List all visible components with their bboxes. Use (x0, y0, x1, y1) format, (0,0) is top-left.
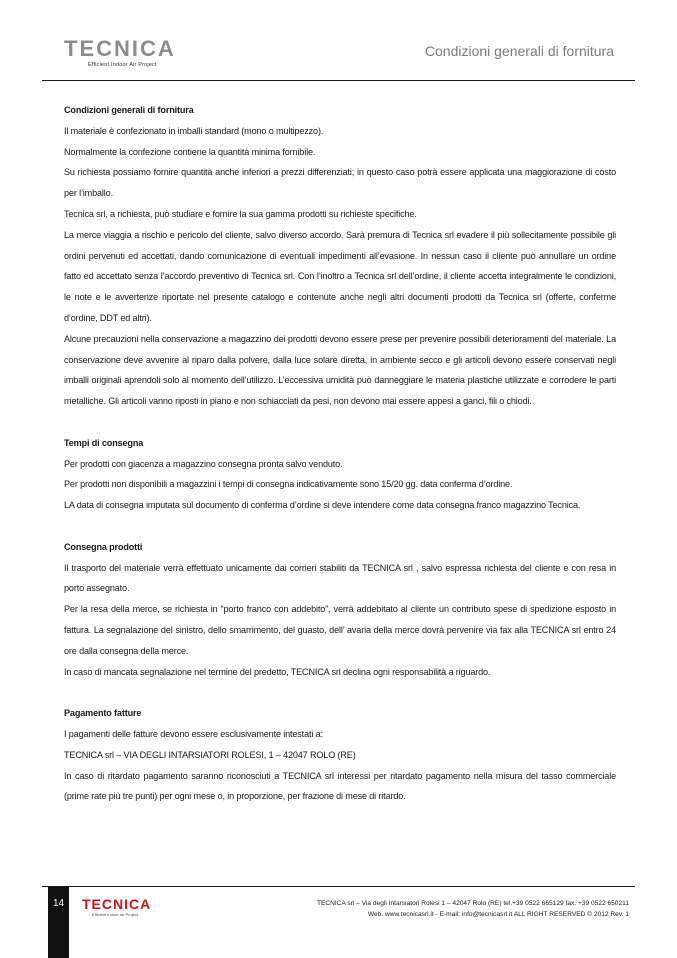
paragraph: Il materiale è confezionato in imballi standard (mono o multipezzo). (64, 125, 324, 136)
paragraph: Per prodotti non disponibili a magazzini i tempi di consegna indicativamente sono 15/20 gg. data conferma d’ordine. (64, 479, 513, 490)
section-tempi-consegna (64, 433, 616, 516)
section-condizioni (64, 100, 616, 412)
section-title: Condizioni generali di fornitura (64, 105, 194, 115)
paragraph: In caso di ritardato pagamento saranno riconosciuti a TECNICA srl interessi per ritardato pagamento nella misura del tasso commerciale (prime rate più tre punti) per ogni mese o, in proporzione, per frazione di mese di ritardo. (64, 770, 616, 802)
logo-wordmark: TECNICA (64, 36, 176, 61)
paragraph: Per la resa della merce, se richiesta in “porto franco con addebito”, verrà addebitato al cliente un contributo spese di spedizione esposto in fattura. La segnalazione del sinistro, dello smarrimento, del guasto, dell’ avaria della merce dovrà pervenire via fax alla TECNICA srl entro 24 ore dalla consegna della merce. (64, 604, 616, 656)
page-number: 14 (52, 898, 65, 909)
footer-logo (82, 897, 151, 917)
paragraph: Alcune precauzioni nella conservazione a magazzino dei prodotti devono essere prese per prevenire possibili deterioramenti del materiale. La conservazione deve avvenire al riparo dalla polvere, dalla luce solare diretta, in ambiente secco e gli articoli devono essere conservati negli imballi originali aprendoli solo al momento dell’utilizzo. L’eccessiva umidità può danneggiare le materia plastiche utilizzate e corrodere le parti metalliche. Gli articoli vanno riposti in piano e non schiacciati da pesi, non devono mai essere appesi a ganci, fili o chiodi. (64, 333, 616, 407)
section-title: Pagamento fatture (64, 708, 142, 719)
page-header (0, 0, 677, 82)
paragraph: Per prodotti con giacenza a magazzino consegna pronta salvo venduto. (64, 458, 343, 469)
paragraph: I pagamenti delle fatture devono essere esclusivamente intestati a: (64, 728, 323, 739)
logo-tagline: Efficient Indoor Air Project (88, 62, 157, 68)
document-body (64, 100, 616, 828)
tecnica-logo (64, 38, 176, 68)
section-consegna-prodotti (64, 537, 616, 683)
paragraph: In caso di mancata segnalazione nel termine del predetto, TECNICA srl declina ogni responsabilità a riguardo. (64, 666, 491, 677)
footer-address-line: TECNICA srl – Via degli Intarsiatori Rolesi 1 – 42047 Rolo (RE) tel.+39 0522 665129 fax. +39 0522 650211 (316, 900, 629, 907)
footer-logo-wordmark: TECNICA (82, 896, 152, 912)
paragraph: Su richiesta possiamo fornire quantità anche inferiori a prezzi differenziati; in questo caso potrà essere applicata una maggiorazione di costo per l’imballo. (64, 167, 616, 199)
paragraph: La merce viaggia a rischio e pericolo del cliente, salvo diverso accordo. Sarà premura di Tecnica srl evadere il più sollecitamente possibile gli ordini pervenuti ed accettati, dando comunicazione di eventuali impedimenti all’evasione. In nessun caso il cliente può annullare un ordine fatto ed accettato senza l’accordo preventivo di Tecnica srl. Con l’inoltro a Tecnica srl dell’ordine, il cliente accetta integralmente le condizioni, le note e le avvertenze riportate nel presente catalogo e contenute anche negli altri documenti prodotti da Tecnica srl (offerte, conferme d’ordine, DDT ed altri). (64, 229, 616, 323)
section-pagamento-fatture (64, 703, 616, 807)
paragraph: TECNICA srl – VIA DEGLI INTARSIATORI ROLESI, 1 – 42047 ROLO (RE) (64, 749, 356, 760)
paragraph: Il trasporto del materiale verrà effettuato unicamente dai corrieri stabiliti da TECNICA srl , salvo espressa richiesta del cliente e con resa in porto assegnato. (64, 562, 616, 594)
footer-contact (317, 898, 629, 920)
paragraph: Normalmente la confezione contiene la quantità minima fornibile. (64, 146, 316, 157)
section-title: Tempi di consegna (64, 437, 144, 448)
footer-divider (42, 886, 635, 887)
paragraph: Tecnica srl, a richiesta, può studiare e fornire la sua gamma prodotti su richieste specifiche. (64, 208, 417, 219)
paragraph: LA data di consegna imputata sul documento di conferma d’ordine si deve intendere come data consegna franco magazzino Tecnica. (64, 500, 581, 511)
page-title: Condizioni generali di fornitura (424, 43, 614, 59)
section-title: Consegna prodotti (64, 541, 143, 552)
footer-web-line: Web. www.tecnicasrl.it - E-mail: info@tecnicasrl.it ALL RIGHT RESERVED © 2012 Rev. 1 (367, 911, 629, 918)
footer-logo-tagline: Efficient Indoor Air Project (92, 912, 138, 917)
header-divider (42, 80, 635, 81)
